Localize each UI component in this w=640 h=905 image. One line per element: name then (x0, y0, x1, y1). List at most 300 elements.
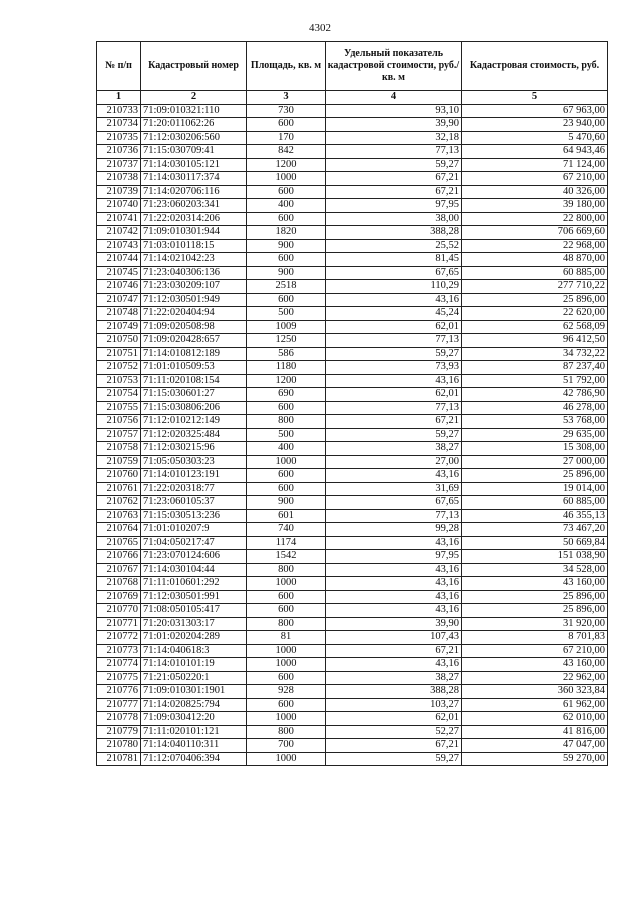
cadastral-value-cell: 22 800,00 (462, 212, 608, 226)
table-row (97, 469, 608, 483)
unit-value-cell: 73,93 (326, 361, 462, 375)
cadastral-value-cell: 59 270,00 (462, 752, 608, 766)
unit-value-cell: 67,21 (326, 644, 462, 658)
table-row (97, 577, 608, 591)
row-number-cell: 210771 (97, 617, 141, 631)
cadastral-number-cell: 71:15:030601:27 (141, 388, 247, 402)
table-row (97, 253, 608, 267)
row-number-cell: 210743 (97, 239, 141, 253)
cadastral-number-cell: 71:20:031303:17 (141, 617, 247, 631)
cadastral-number-cell: 71:15:030806:206 (141, 401, 247, 415)
unit-value-cell: 59,27 (326, 752, 462, 766)
table-row (97, 658, 608, 672)
row-number-cell: 210780 (97, 739, 141, 753)
area-cell: 170 (247, 131, 326, 145)
unit-value-cell: 62,01 (326, 712, 462, 726)
row-number-cell: 210751 (97, 347, 141, 361)
cadastral-value-cell: 61 962,00 (462, 698, 608, 712)
row-number-cell: 210754 (97, 388, 141, 402)
cadastral-number-cell: 71:05:050303:23 (141, 455, 247, 469)
cadastral-value-cell: 71 124,00 (462, 158, 608, 172)
cadastral-number-cell: 71:23:030209:107 (141, 280, 247, 294)
table-row (97, 320, 608, 334)
table-row (97, 388, 608, 402)
area-cell: 1000 (247, 712, 326, 726)
row-number-cell: 210753 (97, 374, 141, 388)
header-cadastral-number: Кадастровый номер (141, 42, 247, 91)
row-number-cell: 210766 (97, 550, 141, 564)
table-row (97, 644, 608, 658)
table-row (97, 118, 608, 132)
row-number-cell: 210767 (97, 563, 141, 577)
cadastral-value-cell: 96 412,50 (462, 334, 608, 348)
area-cell: 842 (247, 145, 326, 159)
header-cadastral-value: Кадастровая стоимость, руб. (462, 42, 608, 91)
cadastral-number-cell: 71:22:020318:77 (141, 482, 247, 496)
unit-value-cell: 25,52 (326, 239, 462, 253)
unit-value-cell: 43,16 (326, 469, 462, 483)
area-cell: 1820 (247, 226, 326, 240)
cadastral-value-cell: 60 885,00 (462, 266, 608, 280)
cadastral-value-cell: 25 896,00 (462, 590, 608, 604)
cadastral-number-cell: 71:09:020428:657 (141, 334, 247, 348)
unit-value-cell: 67,65 (326, 266, 462, 280)
unit-value-cell: 97,95 (326, 199, 462, 213)
table-row (97, 239, 608, 253)
unit-value-cell: 52,27 (326, 725, 462, 739)
row-number-cell: 210762 (97, 496, 141, 510)
cadastral-number-cell: 71:12:030501:949 (141, 293, 247, 307)
cadastral-value-cell: 34 732,22 (462, 347, 608, 361)
cadastral-number-cell: 71:01:020204:289 (141, 631, 247, 645)
column-number: 4 (326, 91, 462, 105)
table-body (97, 104, 608, 766)
row-number-cell: 210772 (97, 631, 141, 645)
table-row (97, 496, 608, 510)
area-cell: 1542 (247, 550, 326, 564)
cadastral-number-cell: 71:11:020101:121 (141, 725, 247, 739)
header-row-number: № п/п (97, 42, 141, 91)
unit-value-cell: 43,16 (326, 374, 462, 388)
row-number-cell: 210764 (97, 523, 141, 537)
cadastral-number-cell: 71:14:030104:44 (141, 563, 247, 577)
area-cell: 900 (247, 266, 326, 280)
unit-value-cell: 81,45 (326, 253, 462, 267)
cadastral-number-cell: 71:12:070406:394 (141, 752, 247, 766)
cadastral-number-cell: 71:14:010812:189 (141, 347, 247, 361)
table-row (97, 617, 608, 631)
table-row (97, 590, 608, 604)
unit-value-cell: 107,43 (326, 631, 462, 645)
table-row (97, 145, 608, 159)
cadastral-value-cell: 50 669,84 (462, 536, 608, 550)
unit-value-cell: 59,27 (326, 158, 462, 172)
row-number-cell: 210777 (97, 698, 141, 712)
area-cell: 600 (247, 293, 326, 307)
table-row (97, 550, 608, 564)
area-cell: 740 (247, 523, 326, 537)
table-row (97, 172, 608, 186)
table-row (97, 428, 608, 442)
table-row (97, 104, 608, 118)
row-number-cell: 210758 (97, 442, 141, 456)
area-cell: 586 (247, 347, 326, 361)
table-row (97, 482, 608, 496)
cadastral-number-cell: 71:12:030501:991 (141, 590, 247, 604)
cadastral-value-cell: 25 896,00 (462, 469, 608, 483)
area-cell: 1174 (247, 536, 326, 550)
cadastral-value-cell: 62 010,00 (462, 712, 608, 726)
row-number-cell: 210756 (97, 415, 141, 429)
area-cell: 400 (247, 199, 326, 213)
row-number-cell: 210769 (97, 590, 141, 604)
cadastral-value-cell: 42 786,90 (462, 388, 608, 402)
area-cell: 690 (247, 388, 326, 402)
cadastral-number-cell: 71:14:030105:121 (141, 158, 247, 172)
cadastral-value-cell: 25 896,00 (462, 293, 608, 307)
table-row (97, 307, 608, 321)
cadastral-number-cell: 71:23:060105:37 (141, 496, 247, 510)
row-number-cell: 210749 (97, 320, 141, 334)
cadastral-number-cell: 71:12:010212:149 (141, 415, 247, 429)
cadastral-number-cell: 71:23:040306:136 (141, 266, 247, 280)
cadastral-value-cell: 62 568,09 (462, 320, 608, 334)
area-cell: 600 (247, 253, 326, 267)
row-number-cell: 210747 (97, 293, 141, 307)
unit-value-cell: 110,29 (326, 280, 462, 294)
unit-value-cell: 62,01 (326, 388, 462, 402)
cadastral-value-cell: 34 528,00 (462, 563, 608, 577)
cadastral-value-cell: 39 180,00 (462, 199, 608, 213)
unit-value-cell: 77,13 (326, 401, 462, 415)
unit-value-cell: 43,16 (326, 658, 462, 672)
table-row (97, 631, 608, 645)
cadastral-value-cell: 40 326,00 (462, 185, 608, 199)
cadastral-number-cell: 71:14:040110:311 (141, 739, 247, 753)
row-number-cell: 210736 (97, 145, 141, 159)
table-row (97, 698, 608, 712)
cadastral-number-cell: 71:15:030513:236 (141, 509, 247, 523)
cadastral-number-cell: 71:12:030206:560 (141, 131, 247, 145)
area-cell: 730 (247, 104, 326, 118)
unit-value-cell: 67,21 (326, 172, 462, 186)
cadastral-number-cell: 71:09:010321:110 (141, 104, 247, 118)
unit-value-cell: 77,13 (326, 509, 462, 523)
cadastral-number-cell: 71:09:020508:98 (141, 320, 247, 334)
cadastral-number-cell: 71:09:030412:20 (141, 712, 247, 726)
cadastral-value-cell: 53 768,00 (462, 415, 608, 429)
cadastral-number-cell: 71:15:030709:41 (141, 145, 247, 159)
unit-value-cell: 43,16 (326, 563, 462, 577)
table-row (97, 374, 608, 388)
cadastral-value-cell: 67 210,00 (462, 172, 608, 186)
cadastral-number-cell: 71:14:010123:191 (141, 469, 247, 483)
unit-value-cell: 77,13 (326, 334, 462, 348)
row-number-cell: 210735 (97, 131, 141, 145)
table-row (97, 199, 608, 213)
cadastral-number-cell: 71:22:020314:206 (141, 212, 247, 226)
row-number-cell: 210768 (97, 577, 141, 591)
table-row (97, 266, 608, 280)
cadastral-number-cell: 71:08:050105:417 (141, 604, 247, 618)
cadastral-value-cell: 60 885,00 (462, 496, 608, 510)
column-number: 2 (141, 91, 247, 105)
cadastral-value-cell: 41 816,00 (462, 725, 608, 739)
cadastral-number-cell: 71:12:030215:96 (141, 442, 247, 456)
table-row (97, 563, 608, 577)
cadastral-number-cell: 71:01:010207:9 (141, 523, 247, 537)
row-number-cell: 210761 (97, 482, 141, 496)
cadastral-value-cell: 43 160,00 (462, 658, 608, 672)
area-cell: 928 (247, 685, 326, 699)
unit-value-cell: 67,21 (326, 185, 462, 199)
unit-value-cell: 93,10 (326, 104, 462, 118)
table-row (97, 671, 608, 685)
cadastral-number-cell: 71:12:020325:484 (141, 428, 247, 442)
area-cell: 81 (247, 631, 326, 645)
cadastral-number-cell: 71:23:070124:606 (141, 550, 247, 564)
unit-value-cell: 27,00 (326, 455, 462, 469)
table-row (97, 455, 608, 469)
cadastral-value-cell: 48 870,00 (462, 253, 608, 267)
table-row (97, 334, 608, 348)
cadastral-value-cell: 67 210,00 (462, 644, 608, 658)
area-cell: 600 (247, 401, 326, 415)
area-cell: 600 (247, 604, 326, 618)
column-number: 1 (97, 91, 141, 105)
column-number: 5 (462, 91, 608, 105)
unit-value-cell: 32,18 (326, 131, 462, 145)
cadastral-value-cell: 46 278,00 (462, 401, 608, 415)
cadastral-number-cell: 71:14:020825:794 (141, 698, 247, 712)
area-cell: 600 (247, 185, 326, 199)
cadastral-number-cell: 71:11:010601:292 (141, 577, 247, 591)
area-cell: 1000 (247, 577, 326, 591)
row-number-cell: 210779 (97, 725, 141, 739)
unit-value-cell: 103,27 (326, 698, 462, 712)
column-number: 3 (247, 91, 326, 105)
table-row (97, 739, 608, 753)
unit-value-cell: 43,16 (326, 293, 462, 307)
cadastral-value-cell: 706 669,60 (462, 226, 608, 240)
row-number-cell: 210781 (97, 752, 141, 766)
table-row (97, 415, 608, 429)
unit-value-cell: 99,28 (326, 523, 462, 537)
table-row (97, 536, 608, 550)
unit-value-cell: 43,16 (326, 590, 462, 604)
area-cell: 1250 (247, 334, 326, 348)
cadastral-value-cell: 87 237,40 (462, 361, 608, 375)
table-row (97, 401, 608, 415)
cadastral-number-cell: 71:03:010118:15 (141, 239, 247, 253)
area-cell: 600 (247, 482, 326, 496)
row-number-cell: 210778 (97, 712, 141, 726)
cadastral-value-cell: 46 355,13 (462, 509, 608, 523)
table-row (97, 725, 608, 739)
unit-value-cell: 38,00 (326, 212, 462, 226)
area-cell: 500 (247, 428, 326, 442)
area-cell: 1009 (247, 320, 326, 334)
cadastral-value-cell: 31 920,00 (462, 617, 608, 631)
cadastral-number-cell: 71:14:030117:374 (141, 172, 247, 186)
area-cell: 800 (247, 563, 326, 577)
cadastral-number-cell: 71:14:010101:19 (141, 658, 247, 672)
row-number-cell: 210740 (97, 199, 141, 213)
cadastral-value-cell: 25 896,00 (462, 604, 608, 618)
cadastral-value-cell: 15 308,00 (462, 442, 608, 456)
table-row (97, 185, 608, 199)
area-cell: 800 (247, 725, 326, 739)
area-cell: 1000 (247, 658, 326, 672)
area-cell: 900 (247, 239, 326, 253)
table-header-row (97, 42, 608, 91)
cadastral-value-cell: 8 701,83 (462, 631, 608, 645)
table-row (97, 212, 608, 226)
unit-value-cell: 38,27 (326, 671, 462, 685)
area-cell: 800 (247, 617, 326, 631)
area-cell: 700 (247, 739, 326, 753)
table-row (97, 158, 608, 172)
row-number-cell: 210774 (97, 658, 141, 672)
cadastral-number-cell: 71:09:010301:1901 (141, 685, 247, 699)
cadastral-value-cell: 151 038,90 (462, 550, 608, 564)
table-row (97, 442, 608, 456)
table-row (97, 361, 608, 375)
row-number-cell: 210765 (97, 536, 141, 550)
table-row (97, 523, 608, 537)
row-number-cell: 210763 (97, 509, 141, 523)
area-cell: 1200 (247, 374, 326, 388)
row-number-cell: 210776 (97, 685, 141, 699)
unit-value-cell: 67,21 (326, 739, 462, 753)
unit-value-cell: 388,28 (326, 226, 462, 240)
unit-value-cell: 67,65 (326, 496, 462, 510)
unit-value-cell: 43,16 (326, 536, 462, 550)
row-number-cell: 210760 (97, 469, 141, 483)
cadastral-value-cell: 29 635,00 (462, 428, 608, 442)
row-number-cell: 210741 (97, 212, 141, 226)
row-number-cell: 210737 (97, 158, 141, 172)
unit-value-cell: 39,90 (326, 617, 462, 631)
cadastral-value-cell: 64 943,46 (462, 145, 608, 159)
area-cell: 1000 (247, 455, 326, 469)
unit-value-cell: 388,28 (326, 685, 462, 699)
unit-value-cell: 39,90 (326, 118, 462, 132)
area-cell: 600 (247, 590, 326, 604)
unit-value-cell: 77,13 (326, 145, 462, 159)
cadastral-number-cell: 71:20:011062:26 (141, 118, 247, 132)
area-cell: 600 (247, 118, 326, 132)
area-cell: 600 (247, 671, 326, 685)
row-number-cell: 210770 (97, 604, 141, 618)
cadastral-number-cell: 71:04:050217:47 (141, 536, 247, 550)
table-row (97, 685, 608, 699)
table-row (97, 293, 608, 307)
cadastral-number-cell: 71:01:010509:53 (141, 361, 247, 375)
cadastral-number-cell: 71:22:020404:94 (141, 307, 247, 321)
page-number: 4302 (309, 22, 331, 34)
row-number-cell: 210748 (97, 307, 141, 321)
unit-value-cell: 31,69 (326, 482, 462, 496)
area-cell: 800 (247, 415, 326, 429)
table-row (97, 509, 608, 523)
header-area: Площадь, кв. м (247, 42, 326, 91)
area-cell: 1000 (247, 644, 326, 658)
area-cell: 601 (247, 509, 326, 523)
area-cell: 600 (247, 698, 326, 712)
cadastral-value-table (96, 41, 608, 766)
table-row (97, 131, 608, 145)
cadastral-value-cell: 47 047,00 (462, 739, 608, 753)
area-cell: 2518 (247, 280, 326, 294)
cadastral-value-cell: 19 014,00 (462, 482, 608, 496)
unit-value-cell: 43,16 (326, 604, 462, 618)
row-number-cell: 210734 (97, 118, 141, 132)
cadastral-value-cell: 22 968,00 (462, 239, 608, 253)
cadastral-value-cell: 27 000,00 (462, 455, 608, 469)
row-number-cell: 210752 (97, 361, 141, 375)
row-number-cell: 210759 (97, 455, 141, 469)
cadastral-value-cell: 73 467,20 (462, 523, 608, 537)
cadastral-value-cell: 43 160,00 (462, 577, 608, 591)
column-number-row (97, 91, 608, 105)
row-number-cell: 210738 (97, 172, 141, 186)
cadastral-value-cell: 67 963,00 (462, 104, 608, 118)
cadastral-value-cell: 22 962,00 (462, 671, 608, 685)
unit-value-cell: 67,21 (326, 415, 462, 429)
table-row (97, 712, 608, 726)
cadastral-number-cell: 71:14:040618:3 (141, 644, 247, 658)
cadastral-number-cell: 71:14:021042:23 (141, 253, 247, 267)
cadastral-number-cell: 71:11:020108:154 (141, 374, 247, 388)
row-number-cell: 210750 (97, 334, 141, 348)
row-number-cell: 210755 (97, 401, 141, 415)
cadastral-value-cell: 23 940,00 (462, 118, 608, 132)
table-row (97, 280, 608, 294)
table-row (97, 226, 608, 240)
row-number-cell: 210773 (97, 644, 141, 658)
row-number-cell: 210757 (97, 428, 141, 442)
cadastral-number-cell: 71:09:010301:944 (141, 226, 247, 240)
unit-value-cell: 43,16 (326, 577, 462, 591)
row-number-cell: 210739 (97, 185, 141, 199)
cadastral-value-cell: 360 323,84 (462, 685, 608, 699)
cadastral-value-cell: 5 470,60 (462, 131, 608, 145)
unit-value-cell: 38,27 (326, 442, 462, 456)
header-unit-value: Удельный показатель кадастровой стоимости, руб./кв. м (326, 42, 462, 91)
row-number-cell: 210746 (97, 280, 141, 294)
unit-value-cell: 97,95 (326, 550, 462, 564)
table-row (97, 752, 608, 766)
cadastral-value-cell: 51 792,00 (462, 374, 608, 388)
unit-value-cell: 59,27 (326, 347, 462, 361)
cadastral-number-cell: 71:21:050220:1 (141, 671, 247, 685)
table-row (97, 347, 608, 361)
row-number-cell: 210744 (97, 253, 141, 267)
unit-value-cell: 45,24 (326, 307, 462, 321)
row-number-cell: 210775 (97, 671, 141, 685)
unit-value-cell: 59,27 (326, 428, 462, 442)
area-cell: 600 (247, 469, 326, 483)
row-number-cell: 210733 (97, 104, 141, 118)
cadastral-value-cell: 277 710,22 (462, 280, 608, 294)
area-cell: 900 (247, 496, 326, 510)
area-cell: 600 (247, 212, 326, 226)
area-cell: 1200 (247, 158, 326, 172)
cadastral-number-cell: 71:23:060203:341 (141, 199, 247, 213)
cadastral-value-cell: 22 620,00 (462, 307, 608, 321)
unit-value-cell: 62,01 (326, 320, 462, 334)
